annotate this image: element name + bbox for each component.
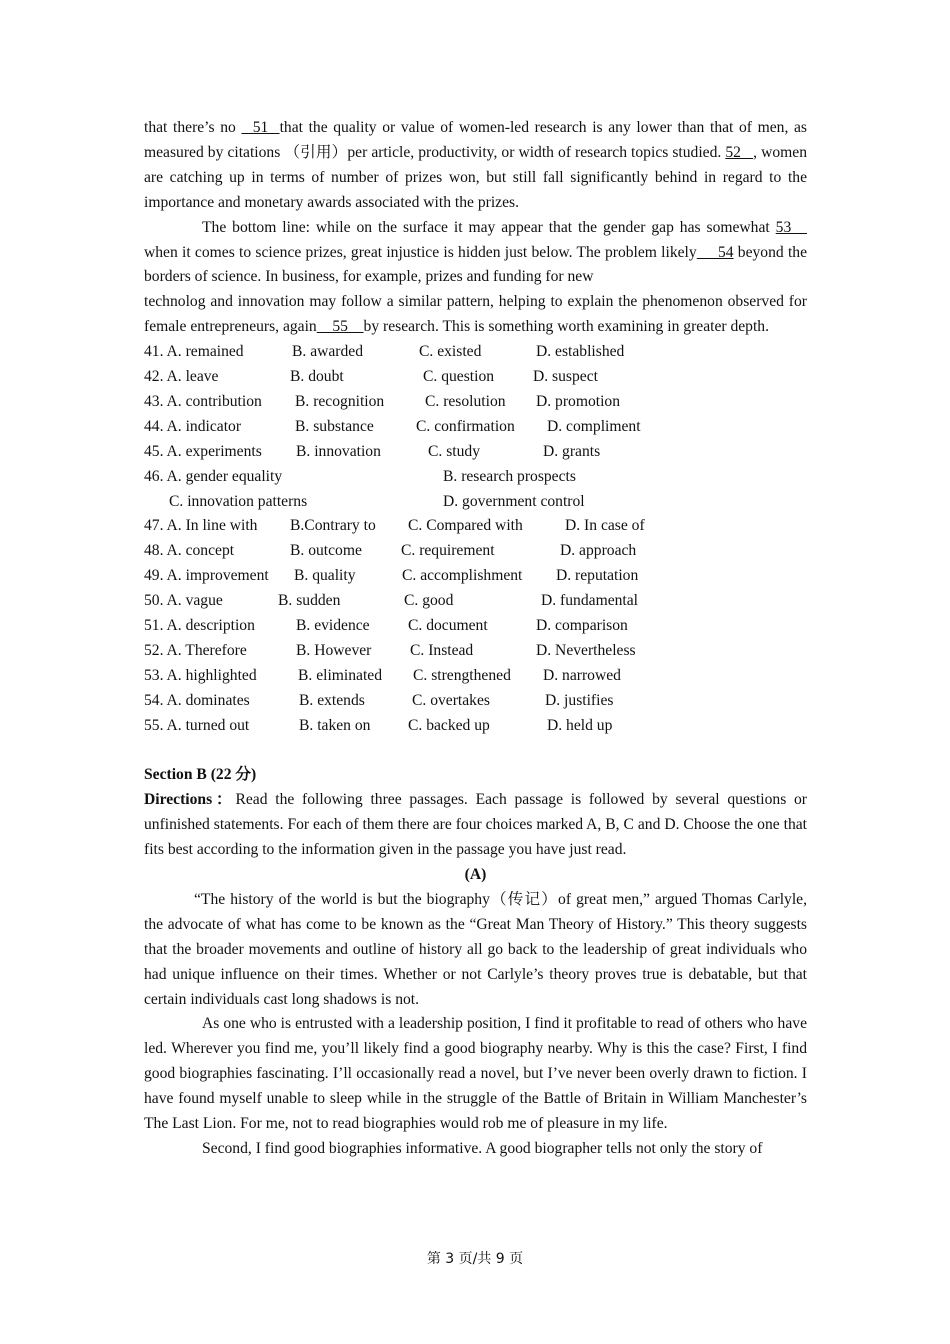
text: , women are catching up in terms of number of prizes won, but still fall significantly behind in regard to the importance and monetary awards associated with the prizes. bbox=[144, 143, 807, 211]
option-c: C. existed bbox=[419, 343, 482, 361]
option-d: D. approach bbox=[560, 542, 637, 560]
option-row-46b bbox=[144, 490, 807, 515]
text: when it comes to science prizes, great injustice is hidden just below. The problem likely bbox=[144, 243, 697, 261]
option-a: 48. A. concept bbox=[144, 542, 235, 560]
option-row-50 bbox=[144, 589, 807, 614]
option-row-48 bbox=[144, 539, 807, 564]
directions-label: Directions： bbox=[144, 791, 236, 809]
option-row-45 bbox=[144, 440, 807, 465]
option-c: C. study bbox=[428, 442, 480, 460]
option-row-54 bbox=[144, 689, 807, 714]
option-b: B. awarded bbox=[292, 343, 364, 361]
option-d: D. fundamental bbox=[541, 592, 638, 610]
section-b-title: Section B (22 分) bbox=[144, 766, 257, 784]
blank-54: 54 bbox=[696, 243, 734, 261]
option-d: D. held up bbox=[547, 716, 613, 734]
option-c: C. innovation patterns bbox=[169, 492, 308, 510]
option-d: D. justifies bbox=[545, 691, 614, 709]
blank-55: 55 bbox=[316, 318, 364, 336]
option-row-44 bbox=[144, 415, 807, 440]
option-row-47 bbox=[144, 514, 807, 539]
option-d: D. government control bbox=[443, 492, 585, 510]
option-row-55 bbox=[144, 714, 807, 739]
passage-paragraph-1: “The history of the world is but the biography（传记）of great men,” argued Thomas Carlyle, the advocate of what has come to be known as the “Great Man Theory of History.” This theory suggests that the broader movements and outline of history all go back to the leadership of great individuals who had unique influence on their times. Whether or not Carlyle’s theory proves true is debatable, but that certain individuals cast long shadows is not. bbox=[144, 890, 807, 1008]
page-content bbox=[144, 116, 807, 1162]
option-d: D. promotion bbox=[536, 392, 621, 410]
blank-51: 51 bbox=[241, 119, 280, 136]
option-d: D. grants bbox=[543, 442, 601, 460]
cloze-paragraph-1 bbox=[144, 116, 807, 216]
option-b: B. sudden bbox=[278, 592, 341, 610]
option-a: 47. A. In line with bbox=[144, 517, 258, 535]
option-c: C. Compared with bbox=[408, 517, 523, 535]
option-c: C. backed up bbox=[408, 716, 490, 734]
option-b: B. However bbox=[296, 641, 372, 659]
option-a: 42. A. leave bbox=[144, 368, 219, 386]
option-a: 43. A. contribution bbox=[144, 392, 262, 410]
option-d: D. suspect bbox=[533, 368, 598, 386]
option-row-53 bbox=[144, 664, 807, 689]
directions-text: Read the following three passages. Each passage is followed by several questions or unfinished statements. For each of them there are four choices marked A, B, C and D. Choose the one that fits best according to the information given in the passage you have just read. bbox=[144, 791, 808, 859]
option-row-43 bbox=[144, 390, 807, 415]
option-a: 50. A. vague bbox=[144, 592, 223, 610]
option-a: 53. A. highlighted bbox=[144, 666, 257, 684]
option-a: 51. A. description bbox=[144, 616, 255, 634]
option-d: D. comparison bbox=[536, 616, 628, 634]
option-b: B. extends bbox=[299, 691, 365, 709]
option-b: B. eliminated bbox=[298, 666, 383, 684]
option-row-46a bbox=[144, 465, 807, 490]
option-b: B. outcome bbox=[290, 542, 362, 560]
option-b: B. substance bbox=[295, 417, 374, 435]
option-a: 49. A. improvement bbox=[144, 567, 269, 585]
option-b: B. doubt bbox=[290, 368, 344, 386]
option-b: B. research prospects bbox=[443, 467, 576, 485]
option-d: D. narrowed bbox=[543, 666, 621, 684]
option-row-49 bbox=[144, 564, 807, 589]
option-c: C. overtakes bbox=[412, 691, 490, 709]
option-d: D. compliment bbox=[547, 417, 641, 435]
option-row-52 bbox=[144, 639, 807, 664]
option-row-51 bbox=[144, 614, 807, 639]
passage-paragraph-2: As one who is entrusted with a leadership position, I find it profitable to read of others who have led. Wherever you find me, you’ll likely find a good biography nearby. Why is this the case? First, I find good biographies fascinating. I’ll occasionally read a novel, but I’ve never been overly drawn to fiction. I have found myself unable to sleep while in the struggle of the Battle of Britain in William Manchester’s The Last Lion. For me, not to read biographies would rob me of pleasure in my life. bbox=[144, 1015, 807, 1133]
text: that there’s no bbox=[144, 119, 242, 136]
option-d: D. established bbox=[536, 343, 625, 361]
passage-label: (A) bbox=[464, 866, 487, 884]
directions bbox=[144, 788, 807, 863]
options-list bbox=[144, 340, 807, 738]
blank-53: 53 bbox=[775, 218, 807, 236]
option-c: C. requirement bbox=[401, 542, 495, 560]
option-c: C. strengthened bbox=[413, 666, 511, 684]
option-a: 45. A. experiments bbox=[144, 442, 262, 460]
cloze-paragraph-2 bbox=[144, 216, 807, 291]
text: by research. This is something worth examining in greater depth. bbox=[363, 318, 769, 336]
option-b: B. quality bbox=[294, 567, 356, 585]
option-row-42 bbox=[144, 365, 807, 390]
blank-52: 52 bbox=[725, 143, 754, 161]
option-b: B. taken on bbox=[299, 716, 371, 734]
option-row-41 bbox=[144, 340, 807, 365]
option-d: D. reputation bbox=[556, 567, 639, 585]
text: that the quality or value of women-led research is any lower than that of men, as measured by citations （引用）per article, productivity, or width of research topics studied. bbox=[144, 119, 807, 161]
option-c: C. Instead bbox=[410, 641, 474, 659]
option-d: D. Nevertheless bbox=[536, 641, 636, 659]
text: The bottom line: while on the surface it may appear that the gender gap has somewhat bbox=[202, 218, 776, 236]
text: technolog and innovation may follow a similar pattern, helping to explain the phenomenon observed for female entrepreneurs, again bbox=[144, 293, 807, 336]
option-a: 54. A. dominates bbox=[144, 691, 250, 709]
option-a: 41. A. remained bbox=[144, 343, 244, 361]
option-c: C. question bbox=[423, 368, 495, 386]
passage-paragraph-3: Second, I find good biographies informative. A good biographer tells not only the story of bbox=[202, 1140, 763, 1157]
option-c: C. confirmation bbox=[416, 417, 515, 435]
text: beyond the borders of science. In business, for example, prizes and funding for new bbox=[144, 243, 807, 286]
option-a: 55. A. turned out bbox=[144, 716, 250, 734]
option-a: 52. A. Therefore bbox=[144, 641, 247, 659]
option-c: C. accomplishment bbox=[402, 567, 523, 585]
page-footer: 第 3 页/共 9 页 bbox=[426, 1251, 524, 1267]
option-b: B. innovation bbox=[296, 442, 381, 460]
option-c: C. document bbox=[408, 616, 488, 634]
option-b: B. recognition bbox=[295, 392, 385, 410]
cloze-paragraph-3 bbox=[144, 290, 807, 340]
option-b: B. evidence bbox=[296, 616, 370, 634]
option-a: 44. A. indicator bbox=[144, 417, 242, 435]
option-c: C. resolution bbox=[425, 392, 506, 410]
option-d: D. In case of bbox=[565, 517, 645, 535]
option-b: B.Contrary to bbox=[290, 517, 376, 535]
option-c: C. good bbox=[404, 592, 454, 610]
option-a: 46. A. gender equality bbox=[144, 467, 283, 485]
